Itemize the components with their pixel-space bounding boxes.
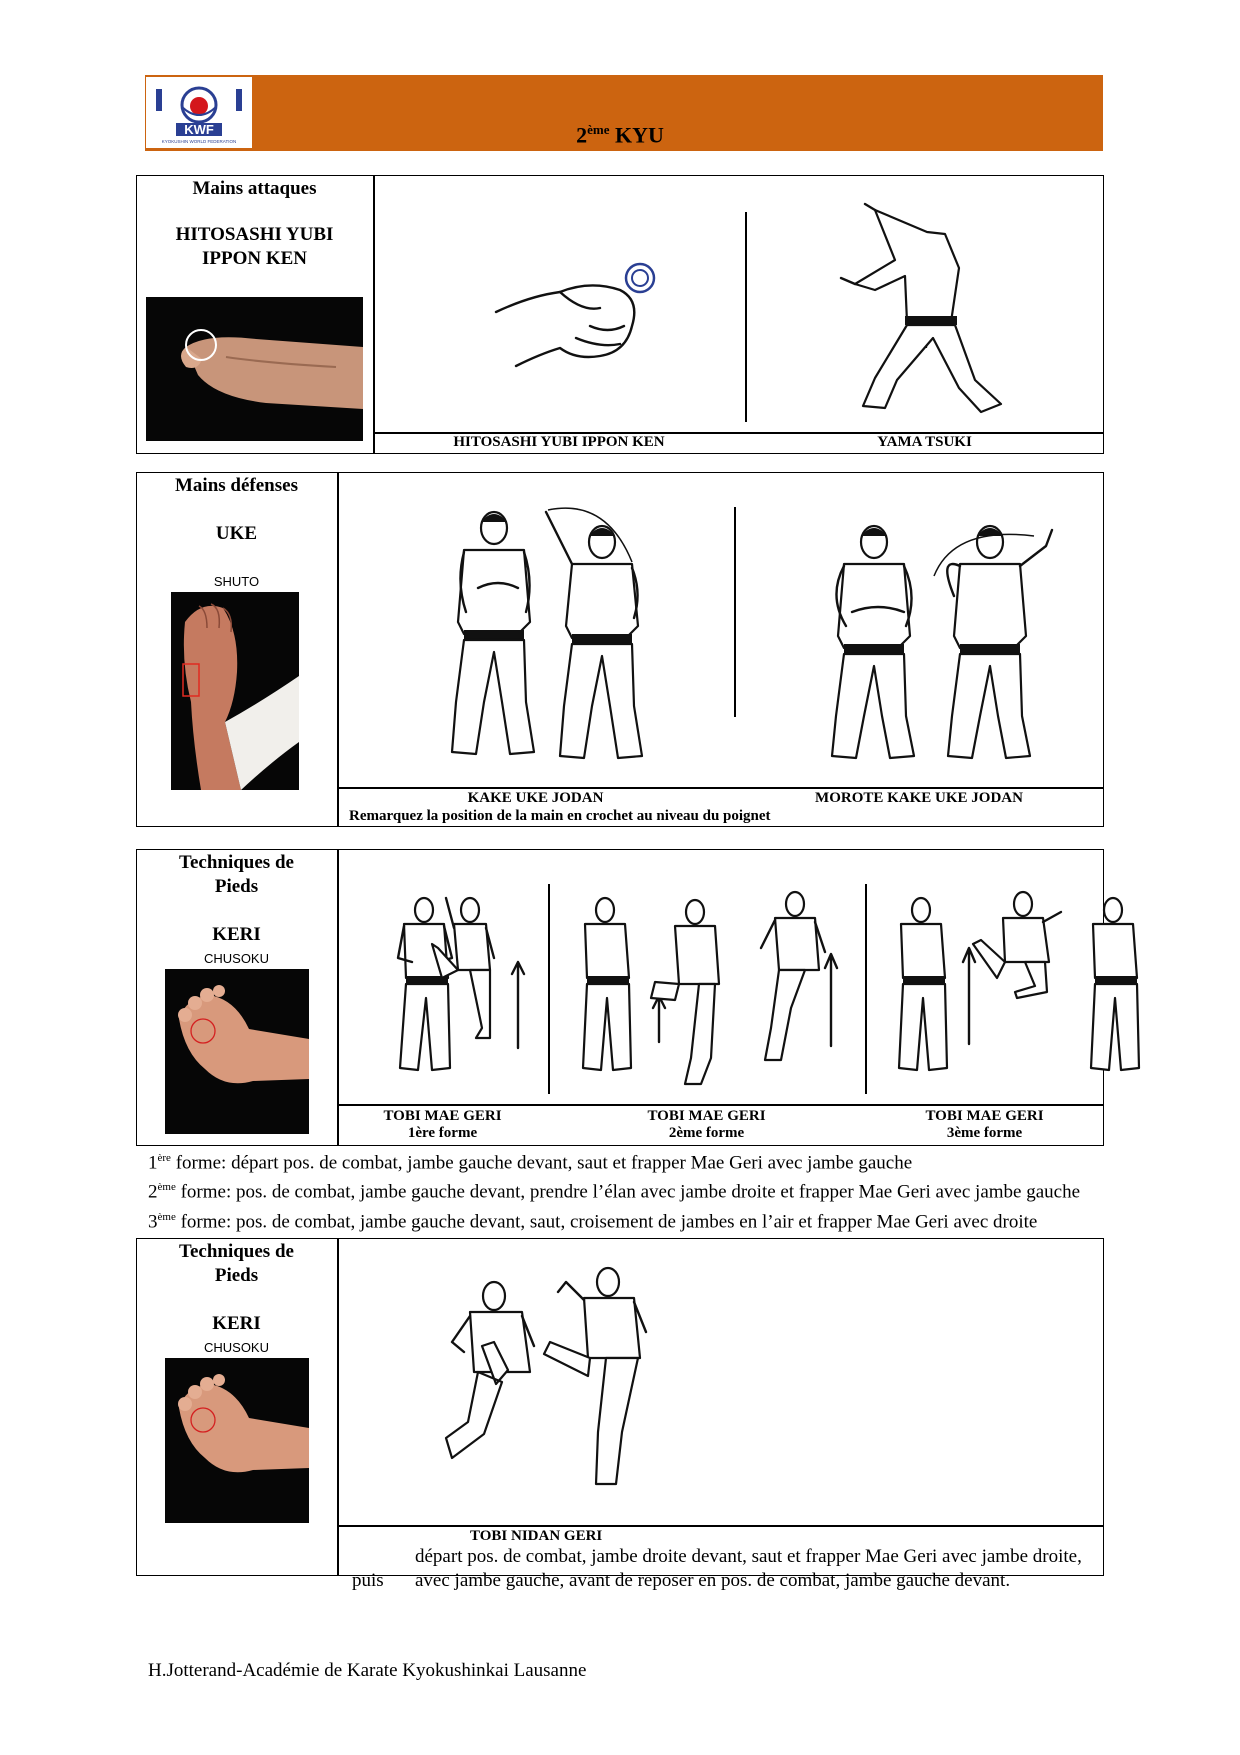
- caption-tobi-mae-geri-2: TOBI MAE GERI 2ème forme: [647, 1108, 766, 1141]
- caption-tobi-mae-geri-3: TOBI MAE GERI 3ème forme: [925, 1108, 1044, 1141]
- yama-tsuki-drawing: [835, 198, 1025, 423]
- divider: [373, 175, 375, 454]
- divider: [337, 1104, 1104, 1106]
- divider: [337, 1525, 1104, 1527]
- section-label: Mains défenses UKE: [175, 475, 298, 544]
- tobi-nidan-geri-description-line2: avec jambe gauche, avant de reposer en pos. de combat, jambe gauche devant.: [415, 1570, 1011, 1591]
- caption-yama-tsuki: YAMA TSUKI: [877, 434, 972, 450]
- divider: [337, 472, 339, 827]
- section-sublabel: SHUTO: [213, 574, 260, 589]
- caption-ippon-ken: HITOSASHI YUBI IPPON KEN: [453, 434, 665, 450]
- divider: [734, 507, 736, 717]
- divider: [548, 884, 550, 1094]
- divider: [745, 212, 747, 422]
- page-title: 2ème KYU: [576, 122, 664, 148]
- section-label: Techniques de Pieds KERI: [179, 852, 294, 945]
- tobi-mae-geri-1-drawing: [390, 888, 530, 1093]
- shuto-photo: [171, 592, 299, 790]
- tobi-nidan-geri-description-prefix: puis: [352, 1570, 384, 1591]
- note-hook-hand: Remarquez la position de la main en crochet au niveau du poignet: [349, 808, 771, 824]
- chusoku-photo: [165, 1358, 309, 1523]
- caption-morote-kake-uke-jodan: MOROTE KAKE UKE JODAN: [815, 790, 1023, 806]
- ippon-ken-photo: [146, 297, 363, 441]
- tobi-mae-geri-descriptions: [148, 1146, 1080, 1234]
- tobi-nidan-geri-drawing: [438, 1262, 678, 1507]
- footer-credit: H.Jotterand-Académie de Karate Kyokushinkai Lausanne: [148, 1660, 587, 1681]
- kake-uke-jodan-drawing: [438, 502, 668, 777]
- chusoku-photo: [165, 969, 309, 1134]
- section-label: Mains attaques HITOSASHI YUBI IPPON KEN: [175, 178, 334, 269]
- caption-tobi-nidan-geri: TOBI NIDAN GERI: [470, 1528, 603, 1544]
- section-sublabel: CHUSOKU: [203, 1340, 269, 1355]
- caption-kake-uke-jodan: KAKE UKE JODAN: [467, 790, 604, 806]
- morote-kake-uke-jodan-drawing: [810, 502, 1060, 777]
- description-form-3: 3ème forme: pos. de combat, jambe gauche devant, saut, croisement de jambes en l’air et frapper Mae Geri avec droite: [148, 1210, 1038, 1232]
- tobi-mae-geri-2-drawing: [575, 888, 845, 1103]
- section-label: Techniques de Pieds KERI: [179, 1241, 294, 1334]
- svg-text:KYOKUSHIN WORLD FEDERATION: KYOKUSHIN WORLD FEDERATION: [161, 139, 237, 144]
- ippon-ken-drawing: [490, 252, 670, 387]
- tobi-nidan-geri-description-line1: départ pos. de combat, jambe droite devant, saut et frapper Mae Geri avec jambe droite,: [415, 1546, 1082, 1567]
- description-form-1: 1ère forme: départ pos. de combat, jambe gauche devant, saut et frapper Mae Geri avec jambe gauche: [148, 1152, 913, 1174]
- caption-tobi-mae-geri-1: TOBI MAE GERI 1ère forme: [383, 1108, 502, 1141]
- description-form-2: 2ème forme: pos. de combat, jambe gauche devant, prendre l’élan avec jambe droite et frapper Mae Geri avec jambe gauche: [148, 1181, 1081, 1203]
- section-sublabel: CHUSOKU: [203, 951, 269, 966]
- svg-text:KWF: KWF: [184, 122, 214, 137]
- divider: [337, 787, 1104, 789]
- tobi-mae-geri-3-drawing: [885, 888, 1155, 1103]
- divider: [865, 884, 867, 1094]
- divider: [337, 849, 339, 1146]
